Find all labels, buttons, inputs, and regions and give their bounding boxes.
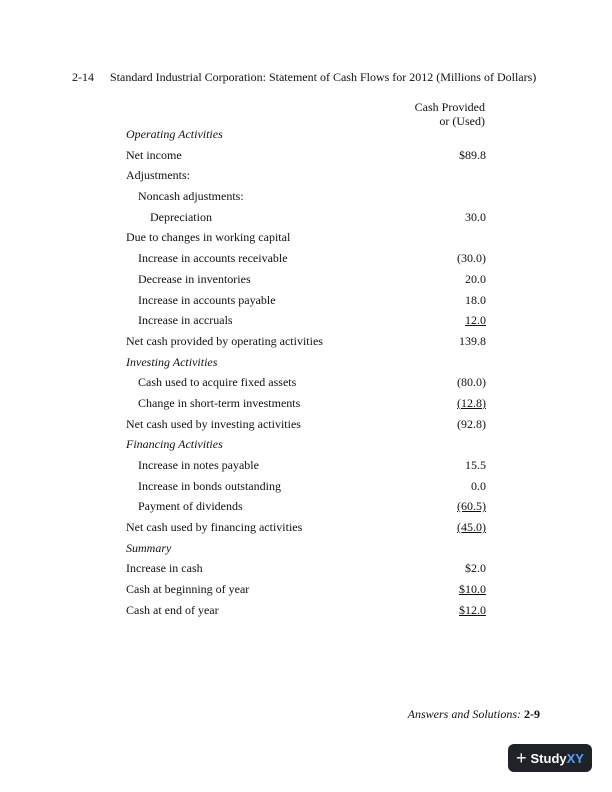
row-label: Net cash used by financing activities [126, 520, 303, 535]
row-label: Cash used to acquire fixed assets [138, 375, 297, 390]
statement-row [126, 395, 486, 416]
row-value: $89.8 [459, 147, 486, 162]
row-value: (92.8) [457, 416, 486, 431]
statement-row [126, 312, 486, 333]
row-label: Payment of dividends [138, 499, 243, 514]
statement-row [126, 333, 486, 354]
row-value: $10.0 [459, 582, 486, 597]
row-value: (12.8) [457, 395, 486, 410]
page-footer [408, 707, 540, 722]
row-value: $2.0 [465, 561, 486, 576]
row-value: 30.0 [465, 209, 486, 224]
row-label: Financing Activities [126, 437, 223, 452]
statement-row [126, 209, 486, 230]
section-heading [126, 354, 486, 375]
statement-row [126, 147, 486, 168]
statement-row [126, 250, 486, 271]
statement-row [126, 498, 486, 519]
row-label: Cash at end of year [126, 602, 219, 617]
statement-row [126, 416, 486, 437]
page-number: 2-9 [524, 707, 540, 721]
statement-row [126, 167, 486, 188]
statement-title: Standard Industrial Corporation: Statement of Cash Flows for 2012 (Millions of Dollars) [110, 70, 537, 84]
row-label: Depreciation [150, 209, 212, 224]
row-label: Change in short-term investments [138, 395, 301, 410]
statement-row [126, 560, 486, 581]
badge-logo-text: StudyXY [530, 750, 584, 766]
row-label: Operating Activities [126, 127, 223, 141]
row-value: 139.8 [459, 333, 486, 348]
plus-icon: + [516, 748, 527, 768]
statement-row [126, 581, 486, 602]
statement-row [126, 188, 486, 209]
row-label: Increase in cash [126, 561, 203, 576]
row-label: Increase in bonds outstanding [138, 478, 281, 493]
row-value: (30.0) [457, 251, 486, 266]
row-value: 0.0 [471, 478, 486, 493]
statement-row [126, 478, 486, 499]
section-heading [126, 126, 486, 147]
row-label: Decrease in inventories [138, 271, 251, 286]
row-label: Summary [126, 540, 172, 555]
statement-row [126, 271, 486, 292]
row-label: Increase in accruals [138, 313, 233, 328]
row-label: Adjustments: [126, 168, 191, 183]
row-value: (45.0) [457, 520, 486, 535]
row-label: Net income [126, 147, 182, 162]
row-label: Noncash adjustments: [138, 189, 244, 204]
problem-heading [72, 70, 536, 85]
statement-row [126, 457, 486, 478]
row-value: 18.0 [465, 292, 486, 307]
problem-number: 2-14 [72, 70, 94, 84]
studyxy-badge[interactable] [508, 744, 592, 772]
footer-text: Answers and Solutions: [407, 707, 521, 721]
statement-row [126, 229, 486, 250]
row-label: Net cash used by investing activities [126, 416, 301, 431]
row-label: Increase in accounts payable [138, 292, 276, 307]
row-label: Increase in notes payable [138, 458, 259, 472]
column-header-line2: or (Used) [439, 114, 485, 128]
row-label: Investing Activities [126, 354, 218, 369]
row-value: 20.0 [465, 271, 486, 286]
cash-flow-table [126, 126, 486, 623]
row-value: $12.0 [459, 602, 486, 617]
statement-row [126, 602, 486, 623]
section-heading [126, 540, 486, 561]
column-header [380, 100, 485, 128]
row-label: Increase in accounts receivable [138, 251, 288, 266]
row-label: Net cash provided by operating activities [126, 333, 323, 348]
row-value: (80.0) [457, 375, 486, 390]
statement-row [126, 519, 486, 540]
statement-row [126, 374, 486, 395]
row-label: Cash at beginning of year [126, 582, 250, 597]
row-value: (60.5) [457, 499, 486, 514]
section-heading [126, 436, 486, 457]
column-header-line1: Cash Provided [414, 100, 485, 114]
statement-row [126, 292, 486, 313]
row-value: 15.5 [465, 458, 486, 472]
row-label: Due to changes in working capital [126, 230, 291, 245]
row-value: 12.0 [465, 313, 486, 328]
